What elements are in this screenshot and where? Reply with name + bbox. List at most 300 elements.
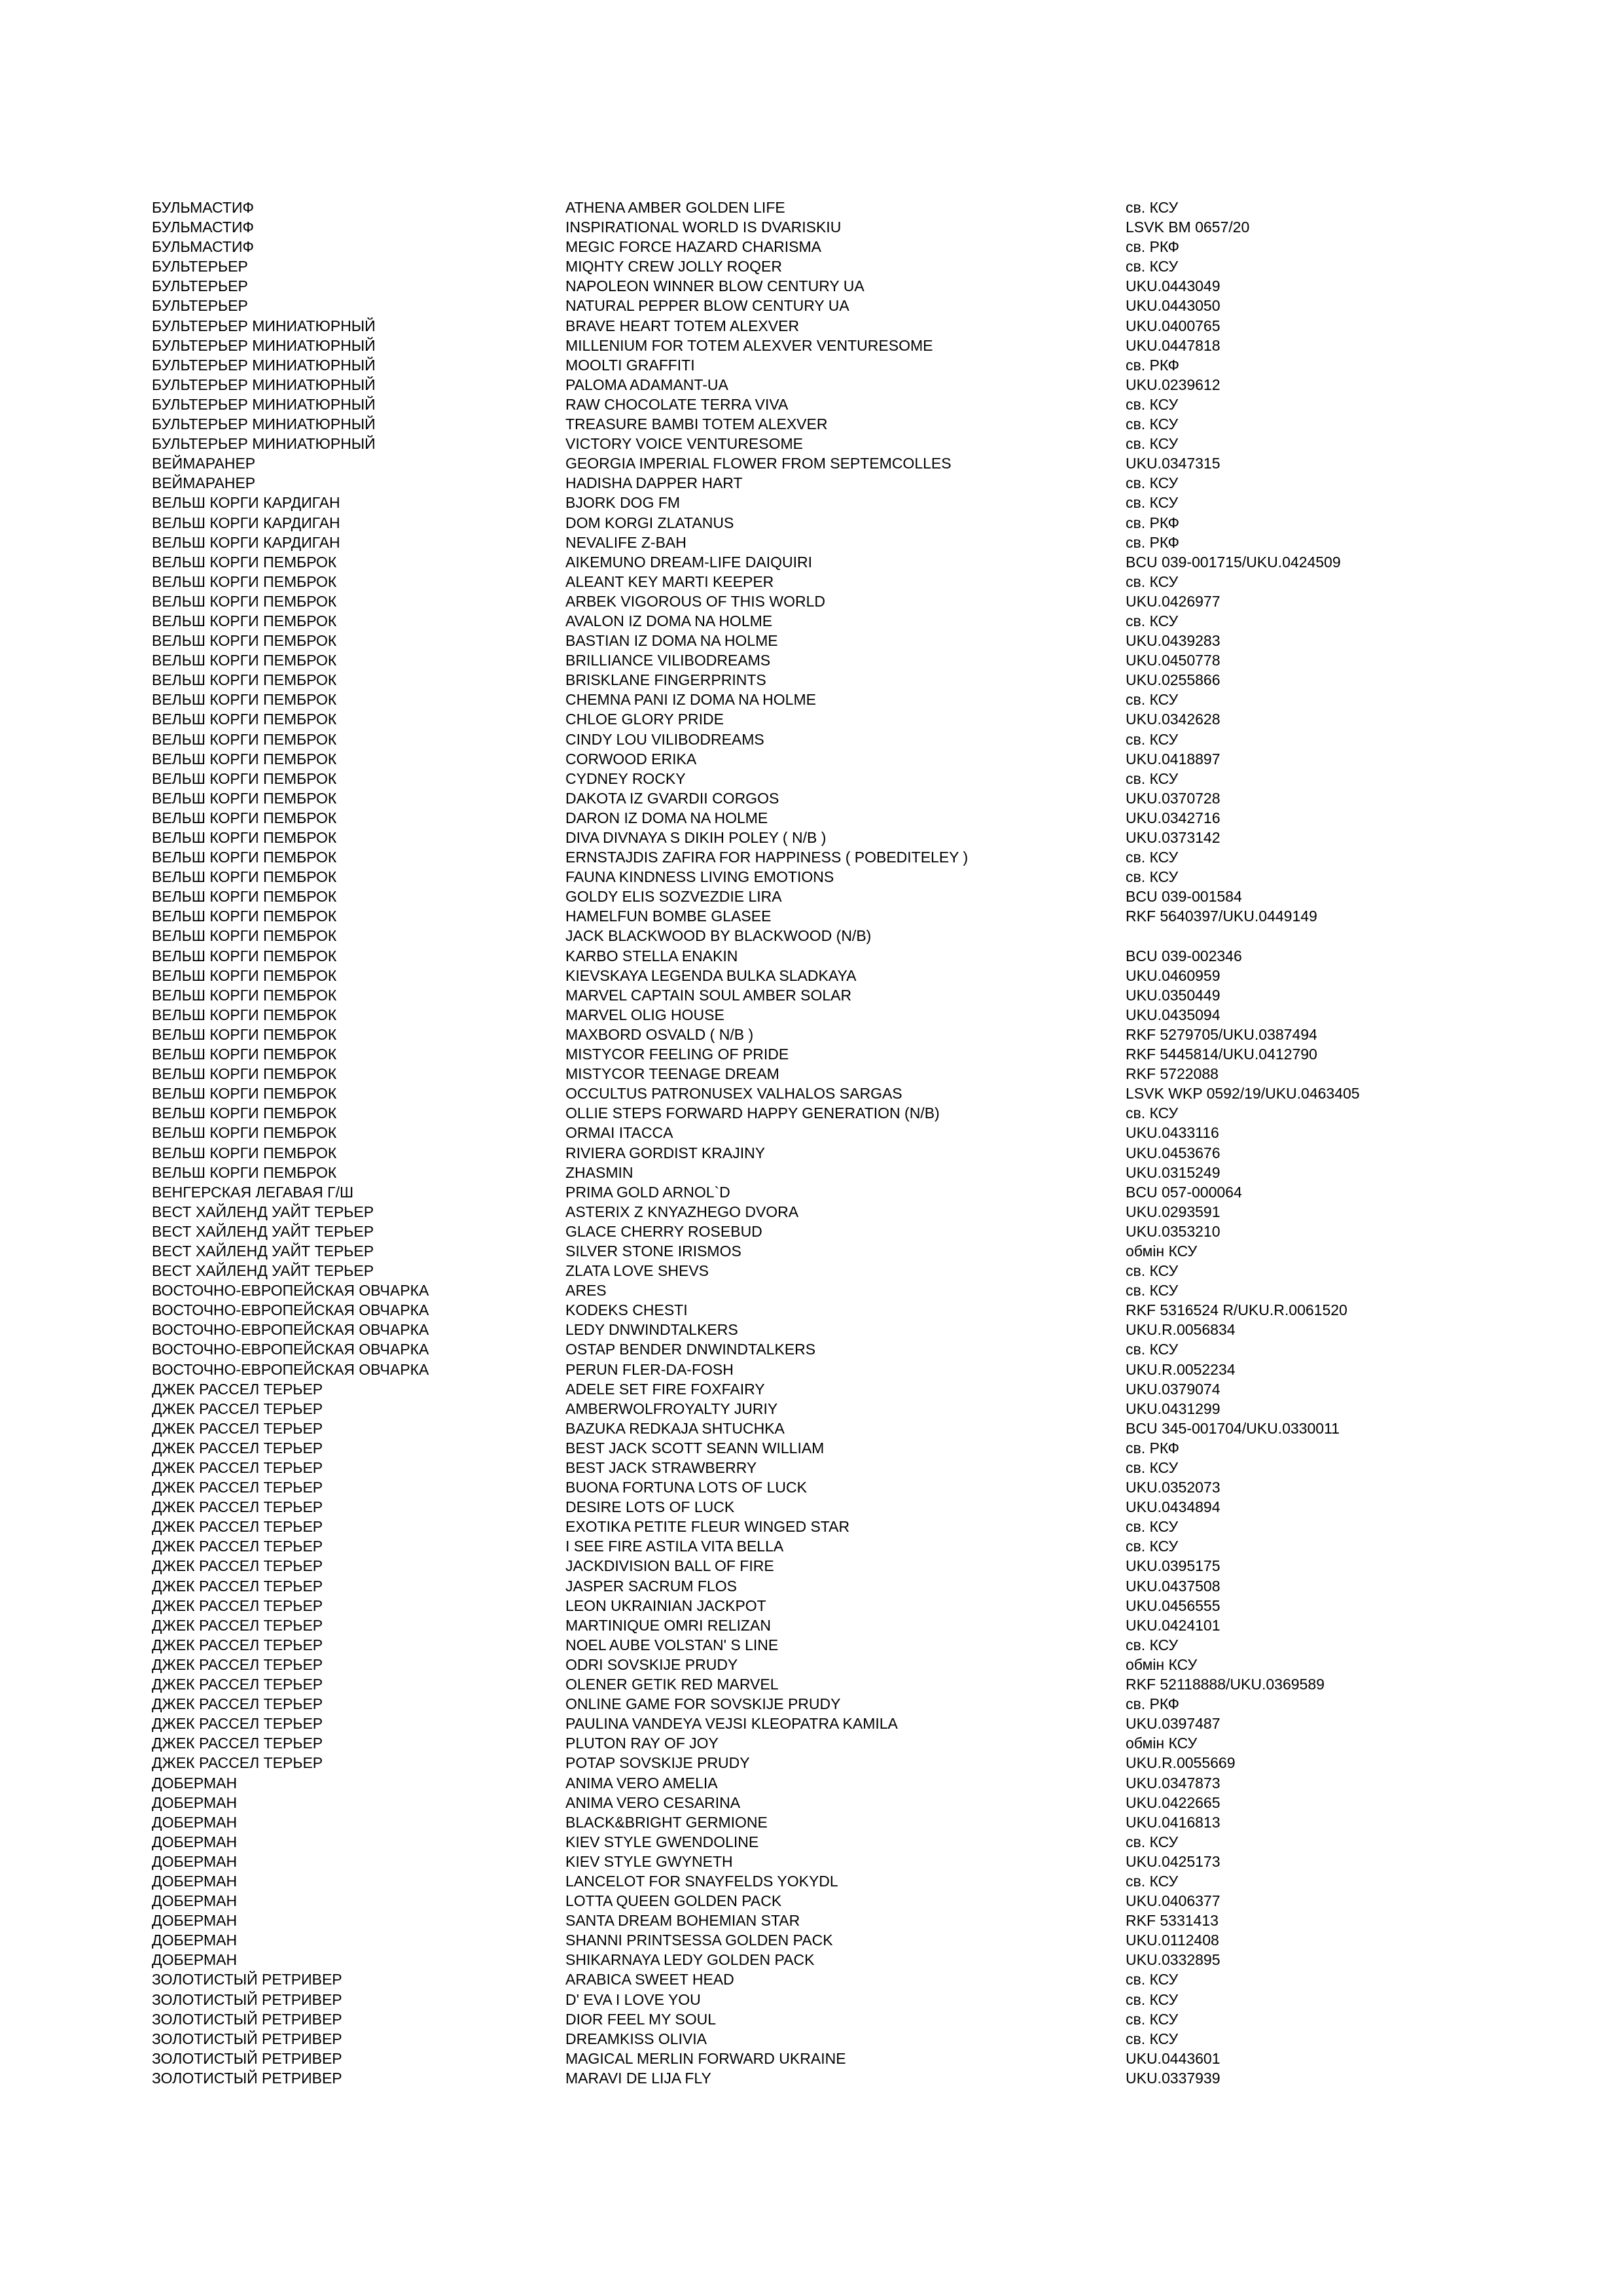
list-item	[152, 847, 1592, 867]
list-item	[152, 1300, 1592, 1320]
breed-cell: ВЕНГЕРСКАЯ ЛЕГАВАЯ Г/Ш	[152, 1183, 354, 1201]
breed-cell: ВЕЛЬШ КОРГИ ПЕМБРОК	[152, 986, 337, 1004]
dog-name-cell: ANIMA VERO CESARINA	[565, 1793, 741, 1811]
dog-name-cell: LEDY DNWINDTALKERS	[565, 1321, 738, 1339]
registration-cell: св. КСУ	[1126, 573, 1179, 590]
dog-name-cell: ODRI SOVSKIJE PRUDY	[565, 1655, 738, 1673]
list-item	[152, 730, 1592, 749]
dog-name-cell: AVALON IZ DOMA NA HOLME	[565, 612, 773, 629]
list-item	[152, 1871, 1592, 1891]
dog-name-cell: MAXBORD OSVALD ( N/B )	[565, 1025, 754, 1043]
breed-cell: ДОБЕРМАН	[152, 1813, 238, 1831]
dog-name-cell: ONLINE GAME FOR SOVSKIJE PRUDY	[565, 1695, 841, 1713]
dog-name-cell: PERUN FLER-DA-FOSH	[565, 1360, 734, 1378]
breed-cell: ДЖЕК РАССЕЛ ТЕРЬЕР	[152, 1616, 323, 1634]
list-item	[152, 375, 1592, 395]
list-item	[152, 926, 1592, 945]
dog-name-cell: BLACK&BRIGHT GERMIONE	[565, 1813, 768, 1831]
list-item	[152, 670, 1592, 690]
breed-cell: ВЕЛЬШ КОРГИ ПЕМБРОК	[152, 888, 337, 906]
dog-name-cell: DESIRE LOTS OF LUCK	[565, 1498, 735, 1516]
dog-name-cell: ALEANT KEY MARTI KEEPER	[565, 573, 774, 590]
list-item	[152, 2049, 1592, 2068]
dog-name-cell: SILVER STONE IRISMOS	[565, 1242, 741, 1260]
list-item	[152, 828, 1592, 847]
registration-cell: св. КСУ	[1126, 474, 1179, 492]
breed-cell: ВЕЛЬШ КОРГИ ПЕМБРОК	[152, 1085, 337, 1103]
list-item	[152, 1064, 1592, 1084]
dog-name-cell: BEST JACK SCOTT SEANN WILLIAM	[565, 1439, 825, 1457]
breed-cell: БУЛЬТЕРЬЕР МИНИАТЮРНЫЙ	[152, 415, 376, 433]
breed-cell: БУЛЬМАСТИФ	[152, 199, 255, 216]
registration-cell: св. КСУ	[1126, 612, 1179, 629]
breed-cell: ВЕЛЬШ КОРГИ ПЕМБРОК	[152, 849, 337, 866]
breed-cell: ВЕЛЬШ КОРГИ ПЕМБРОК	[152, 789, 337, 807]
list-item	[152, 513, 1592, 533]
breed-cell: ДЖЕК РАССЕЛ ТЕРЬЕР	[152, 1459, 323, 1476]
breed-cell: ДЖЕК РАССЕЛ ТЕРЬЕР	[152, 1557, 323, 1575]
breed-cell: ВЕЛЬШ КОРГИ ПЕМБРОК	[152, 1124, 337, 1142]
registration-cell: UKU.0426977	[1126, 592, 1221, 610]
breed-cell: ВЕЛЬШ КОРГИ ПЕМБРОК	[152, 652, 337, 669]
list-item	[152, 2029, 1592, 2049]
breed-cell: ВЕЛЬШ КОРГИ КАРДИГАН	[152, 514, 340, 531]
list-item	[152, 434, 1592, 453]
registration-cell: UKU.0353210	[1126, 1222, 1221, 1240]
list-item	[152, 1497, 1592, 1517]
registration-cell: св. КСУ	[1126, 849, 1179, 866]
breed-cell: ДЖЕК РАССЕЛ ТЕРЬЕР	[152, 1518, 323, 1536]
registration-cell: UKU.0416813	[1126, 1813, 1221, 1831]
registration-cell: BCU 039-002346	[1126, 947, 1242, 964]
dog-name-cell: ERNSTAJDIS ZAFIRA FOR HAPPINESS ( POBEDITELEY )	[565, 849, 969, 866]
registration-cell: UKU.0433116	[1126, 1124, 1219, 1142]
breed-cell: ДОБЕРМАН	[152, 1852, 238, 1870]
breed-cell: ВЕЛЬШ КОРГИ ПЕМБРОК	[152, 671, 337, 689]
list-item	[152, 355, 1592, 375]
registration-cell: св. КСУ	[1126, 1104, 1179, 1122]
list-item	[152, 1280, 1592, 1300]
list-item	[152, 1222, 1592, 1241]
breed-cell: ДОБЕРМАН	[152, 1892, 238, 1910]
dog-name-cell: OSTAP BENDER DNWINDTALKERS	[565, 1341, 816, 1358]
registration-cell: UKU.R.0055669	[1126, 1754, 1236, 1772]
dog-name-cell: JACK BLACKWOOD BY BLACKWOOD (N/B)	[565, 927, 872, 945]
breed-cell: БУЛЬТЕРЬЕР МИНИАТЮРНЫЙ	[152, 336, 376, 354]
dog-name-cell: KODEKS CHESTI	[565, 1301, 688, 1319]
registration-cell: св. КСУ	[1126, 258, 1179, 275]
list-item	[152, 808, 1592, 828]
registration-cell: UKU.0439283	[1126, 632, 1221, 650]
registration-cell: св. КСУ	[1126, 769, 1179, 787]
list-item	[152, 1360, 1592, 1379]
registration-cell: UKU.0453676	[1126, 1144, 1221, 1161]
list-item	[152, 887, 1592, 906]
list-item	[152, 1399, 1592, 1419]
registration-cell: св. КСУ	[1126, 1341, 1179, 1358]
breed-cell: ДЖЕК РАССЕЛ ТЕРЬЕР	[152, 1439, 323, 1457]
list-item	[152, 690, 1592, 709]
list-item	[152, 1852, 1592, 1871]
dog-name-cell: VICTORY VOICE VENTURESOME	[565, 435, 803, 453]
breed-cell: ВЕЛЬШ КОРГИ ПЕМБРОК	[152, 769, 337, 787]
breed-cell: ЗОЛОТИСТЫЙ РЕТРИВЕР	[152, 2030, 342, 2047]
breed-cell: ДЖЕК РАССЕЛ ТЕРЬЕР	[152, 1655, 323, 1673]
registration-cell: UKU.0447818	[1126, 336, 1221, 354]
registration-cell: св. РКФ	[1126, 356, 1179, 374]
breed-cell: ДЖЕК РАССЕЛ ТЕРЬЕР	[152, 1636, 323, 1653]
dog-name-cell: BRILLIANCE VILIBODREAMS	[565, 652, 771, 669]
list-item	[152, 966, 1592, 985]
dog-name-cell: BJORK DOG FM	[565, 494, 681, 512]
breed-cell: ДЖЕК РАССЕЛ ТЕРЬЕР	[152, 1538, 323, 1555]
breed-cell: ДОБЕРМАН	[152, 1912, 238, 1930]
registration-cell: UKU.0370728	[1126, 789, 1221, 807]
breed-cell: ЗОЛОТИСТЫЙ РЕТРИВЕР	[152, 2049, 342, 2067]
registration-cell: UKU.0342716	[1126, 809, 1221, 826]
list-item	[152, 1202, 1592, 1222]
registration-cell: UKU.0406377	[1126, 1892, 1221, 1910]
registration-cell: UKU.R.0052234	[1126, 1360, 1236, 1378]
dog-name-cell: BUONA FORTUNA LOTS OF LUCK	[565, 1479, 807, 1496]
dog-name-cell: PRIMA GOLD ARNOL`D	[565, 1183, 730, 1201]
dog-name-cell: CYDNEY ROCKY	[565, 769, 686, 787]
registration-cell: св. КСУ	[1126, 1636, 1179, 1653]
dog-name-cell: LOTTA QUEEN GOLDEN PACK	[565, 1892, 782, 1910]
list-item	[152, 1832, 1592, 1852]
list-item	[152, 1163, 1592, 1182]
list-item	[152, 1379, 1592, 1399]
registration-cell: св. РКФ	[1126, 514, 1179, 531]
list-item	[152, 395, 1592, 414]
registration-cell: UKU.0460959	[1126, 966, 1221, 984]
registration-cell: UKU.0456555	[1126, 1597, 1221, 1614]
breed-cell: БУЛЬМАСТИФ	[152, 238, 255, 256]
registration-cell: RKF 5279705/UKU.0387494	[1126, 1025, 1317, 1043]
registration-cell: RKF 5722088	[1126, 1065, 1219, 1083]
list-item	[152, 1419, 1592, 1438]
dog-name-cell: INSPIRATIONAL WORLD IS DVARISKIU	[565, 219, 842, 236]
registration-cell: св. РКФ	[1126, 1439, 1179, 1457]
list-item	[152, 867, 1592, 887]
list-item	[152, 1517, 1592, 1536]
dog-name-cell: MISTYCOR TEENAGE DREAM	[565, 1065, 779, 1083]
dog-name-cell: DREAMKISS OLIVIA	[565, 2030, 707, 2047]
dog-name-cell: ZHASMIN	[565, 1163, 633, 1181]
registration-cell: св. КСУ	[1126, 1262, 1179, 1280]
dog-name-cell: I SEE FIRE ASTILA VITA BELLA	[565, 1538, 784, 1555]
list-item	[152, 237, 1592, 256]
dog-name-cell: NATURAL PEPPER BLOW CENTURY UA	[565, 297, 849, 315]
list-item	[152, 1182, 1592, 1202]
breed-cell: ВОСТОЧНО-ЕВРОПЕЙСКАЯ ОВЧАРКА	[152, 1282, 429, 1299]
list-item	[152, 1694, 1592, 1714]
list-item	[152, 788, 1592, 808]
breed-cell: БУЛЬТЕРЬЕР	[152, 258, 248, 275]
registration-cell: RKF 5331413	[1126, 1912, 1219, 1930]
list-item	[152, 1990, 1592, 2009]
dog-name-cell: HAMELFUN BOMBE GLASEE	[565, 908, 772, 925]
list-item	[152, 1576, 1592, 1596]
dog-name-cell: ADELE SET FIRE FOXFAIRY	[565, 1380, 765, 1398]
dog-name-cell: JASPER SACRUM FLOS	[565, 1577, 737, 1595]
breed-cell: ВЕЛЬШ КОРГИ КАРДИГАН	[152, 533, 340, 551]
dog-name-cell: NAPOLEON WINNER BLOW CENTURY UA	[565, 277, 865, 295]
list-item	[152, 1891, 1592, 1911]
dog-name-cell: KIEV STYLE GWENDOLINE	[565, 1833, 759, 1850]
list-item	[152, 552, 1592, 572]
registration-cell: св. КСУ	[1126, 1538, 1179, 1555]
dog-name-cell: ARES	[565, 1282, 607, 1299]
dog-name-cell: OLENER GETIK RED MARVEL	[565, 1676, 779, 1693]
dog-name-cell: SHANNI PRINTSESSA GOLDEN PACK	[565, 1932, 833, 1949]
breed-cell: ВЕЛЬШ КОРГИ ПЕМБРОК	[152, 691, 337, 709]
dog-name-cell: BEST JACK STRAWBERRY	[565, 1459, 757, 1476]
dog-name-cell: SANTA DREAM BOHEMIAN STAR	[565, 1912, 800, 1930]
breed-cell: ВЕЛЬШ КОРГИ КАРДИГАН	[152, 494, 340, 512]
dog-name-cell: MARVEL OLIG HOUSE	[565, 1006, 724, 1023]
list-item	[152, 533, 1592, 552]
dog-name-cell: BASTIAN IZ DOMA NA HOLME	[565, 632, 778, 650]
list-item	[152, 1596, 1592, 1616]
registration-cell: св. КСУ	[1126, 1872, 1179, 1890]
list-item	[152, 709, 1592, 729]
breed-cell: ВЕЛЬШ КОРГИ ПЕМБРОК	[152, 711, 337, 728]
registration-cell: RKF 52118888/UKU.0369589	[1126, 1676, 1325, 1693]
breed-cell: ДОБЕРМАН	[152, 1793, 238, 1811]
breed-cell: ДЖЕК РАССЕЛ ТЕРЬЕР	[152, 1479, 323, 1496]
breed-cell: БУЛЬТЕРЬЕР	[152, 277, 248, 295]
list-item	[152, 1103, 1592, 1123]
registration-cell: UKU.0437508	[1126, 1577, 1221, 1595]
dog-name-cell: TREASURE BAMBI TOTEM ALEXVER	[565, 415, 828, 433]
breed-cell: ВЕСТ ХАЙЛЕНД УАЙТ ТЕРЬЕР	[152, 1222, 374, 1240]
breed-cell: ДЖЕК РАССЕЛ ТЕРЬЕР	[152, 1735, 323, 1752]
registration-cell: св. КСУ	[1126, 691, 1179, 709]
breed-cell: ДЖЕК РАССЕЛ ТЕРЬЕР	[152, 1676, 323, 1693]
breed-cell: БУЛЬТЕРЬЕР	[152, 297, 248, 315]
list-item	[152, 1616, 1592, 1635]
breed-cell: ВЕЛЬШ КОРГИ ПЕМБРОК	[152, 947, 337, 964]
breed-cell: ВЕЛЬШ КОРГИ ПЕМБРОК	[152, 829, 337, 846]
registration-cell: св. КСУ	[1126, 415, 1179, 433]
breed-cell: ВЕЛЬШ КОРГИ ПЕМБРОК	[152, 1104, 337, 1122]
list-item	[152, 1025, 1592, 1044]
breed-cell: БУЛЬТЕРЬЕР МИНИАТЮРНЫЙ	[152, 395, 376, 413]
dog-name-cell: GOLDY ELIS SOZVEZDIE LIRA	[565, 888, 782, 906]
breed-cell: ДОБЕРМАН	[152, 1774, 238, 1792]
list-item	[152, 1674, 1592, 1694]
breed-cell: ЗОЛОТИСТЫЙ РЕТРИВЕР	[152, 2010, 342, 2028]
registration-cell: св. КСУ	[1126, 2030, 1179, 2047]
registration-cell: UKU.0315249	[1126, 1163, 1221, 1181]
breed-cell: ВЕЛЬШ КОРГИ ПЕМБРОК	[152, 1065, 337, 1083]
list-item	[152, 906, 1592, 926]
dog-name-cell: PAULINA VANDEYA VEJSI KLEOPATRA KAMILA	[565, 1715, 898, 1733]
breed-cell: ДЖЕК РАССЕЛ ТЕРЬЕР	[152, 1380, 323, 1398]
registration-cell: UKU.0293591	[1126, 1203, 1221, 1220]
registration-cell: св. КСУ	[1126, 395, 1179, 413]
dog-name-cell: ARABICA SWEET HEAD	[565, 1971, 734, 1988]
registration-cell: LSVK WKP 0592/19/UKU.0463405	[1126, 1085, 1360, 1103]
breed-cell: ВЕЛЬШ КОРГИ ПЕМБРОК	[152, 1006, 337, 1023]
dog-name-cell: LEON UKRAINIAN JACKPOT	[565, 1597, 766, 1614]
registration-cell: св. РКФ	[1126, 1695, 1179, 1713]
dog-name-cell: CHEMNA PANI IZ DOMA NA HOLME	[565, 691, 816, 709]
dog-name-cell: CHLOE GLORY PRIDE	[565, 711, 724, 728]
list-item	[152, 572, 1592, 592]
registration-cell: UKU.0347315	[1126, 455, 1221, 472]
registration-cell: UKU.0352073	[1126, 1479, 1221, 1496]
dog-name-cell: ZLATA LOVE SHEVS	[565, 1262, 709, 1280]
breed-cell: ДЖЕК РАССЕЛ ТЕРЬЕР	[152, 1498, 323, 1516]
registration-cell: UKU.0443050	[1126, 297, 1221, 315]
registration-cell: св. КСУ	[1126, 2010, 1179, 2028]
list-item	[152, 198, 1592, 217]
registration-cell: UKU.0418897	[1126, 750, 1221, 768]
dog-name-cell: CORWOOD ERIKA	[565, 750, 697, 768]
breed-cell: ВЕЛЬШ КОРГИ ПЕМБРОК	[152, 592, 337, 610]
list-item	[152, 1143, 1592, 1163]
registration-cell: UKU.0379074	[1126, 1380, 1221, 1398]
dog-name-cell: PLUTON RAY OF JOY	[565, 1735, 719, 1752]
registration-cell: св. КСУ	[1126, 868, 1179, 886]
list-item	[152, 985, 1592, 1005]
registration-cell: UKU.0373142	[1126, 829, 1221, 846]
registration-cell: св. РКФ	[1126, 238, 1179, 256]
list-item	[152, 1044, 1592, 1064]
registration-cell: UKU.0443049	[1126, 277, 1221, 295]
dog-name-cell: JACKDIVISION BALL OF FIRE	[565, 1557, 774, 1575]
registration-cell: UKU.0443601	[1126, 2049, 1221, 2067]
list-item	[152, 493, 1592, 512]
dog-name-cell: AIKEMUNO DREAM-LIFE DAIQUIRI	[565, 553, 812, 571]
breed-cell: ДОБЕРМАН	[152, 1932, 238, 1949]
registration-cell: UKU.0424101	[1126, 1616, 1221, 1634]
breed-cell: ЗОЛОТИСТЫЙ РЕТРИВЕР	[152, 1990, 342, 2008]
list-item	[152, 1635, 1592, 1655]
breed-cell: ВЕСТ ХАЙЛЕНД УАЙТ ТЕРЬЕР	[152, 1203, 374, 1220]
breed-cell: ДЖЕК РАССЕЛ ТЕРЬЕР	[152, 1754, 323, 1772]
dog-name-cell: MOOLTI GRAFFITI	[565, 356, 695, 374]
registration-cell: BCU 039-001715/UKU.0424509	[1126, 553, 1341, 571]
breed-cell: БУЛЬТЕРЬЕР МИНИАТЮРНЫЙ	[152, 317, 376, 334]
registration-cell: обмін КСУ	[1126, 1655, 1198, 1673]
list-item	[152, 2009, 1592, 2029]
breed-cell: БУЛЬТЕРЬЕР МИНИАТЮРНЫЙ	[152, 376, 376, 393]
breed-cell: ДЖЕК РАССЕЛ ТЕРЬЕР	[152, 1695, 323, 1713]
dog-name-cell: NOEL AUBE VOLSTAN' S LINE	[565, 1636, 779, 1653]
dog-name-cell: MAGICAL MERLIN FORWARD UKRAINE	[565, 2049, 846, 2067]
list-item	[152, 1812, 1592, 1832]
dog-name-cell: AMBERWOLFROYALTY JURIY	[565, 1400, 778, 1417]
dog-name-cell: ASTERIX Z KNYAZHEGO DVORA	[565, 1203, 799, 1220]
list-item	[152, 1241, 1592, 1261]
dog-name-cell: BRAVE HEART TOTEM ALEXVER	[565, 317, 800, 334]
list-item	[152, 217, 1592, 237]
registration-cell: обмін КСУ	[1126, 1735, 1198, 1752]
dog-name-cell: ARBEK VIGOROUS OF THIS WORLD	[565, 592, 826, 610]
list-item	[152, 1536, 1592, 1556]
breed-cell: БУЛЬТЕРЬЕР МИНИАТЮРНЫЙ	[152, 435, 376, 453]
registration-cell: BCU 057-000064	[1126, 1183, 1242, 1201]
dog-name-cell: DIOR FEEL MY SOUL	[565, 2010, 717, 2028]
registration-cell: UKU.0347873	[1126, 1774, 1221, 1792]
dog-name-cell: RAW CHOCOLATE TERRA VIVA	[565, 395, 789, 413]
dog-name-cell: MISTYCOR FEELING OF PRIDE	[565, 1046, 789, 1063]
dog-name-cell: NEVALIFE Z-BAH	[565, 533, 687, 551]
breed-cell: ВЕЛЬШ КОРГИ ПЕМБРОК	[152, 809, 337, 826]
list-item	[152, 2068, 1592, 2088]
list-item	[152, 1320, 1592, 1339]
dog-name-cell: MIQHTY CREW JOLLY ROQER	[565, 258, 782, 275]
registration-cell: UKU.0400765	[1126, 317, 1221, 334]
dog-name-cell: MARAVI DE LIJA FLY	[565, 2069, 711, 2087]
list-item	[152, 631, 1592, 650]
breed-cell: ВЕЛЬШ КОРГИ ПЕМБРОК	[152, 750, 337, 768]
dog-name-cell: FAUNA KINDNESS LIVING EMOTIONS	[565, 868, 834, 886]
registration-cell: LSVK BM 0657/20	[1126, 219, 1250, 236]
breed-cell: ВЕЙМАРАНЕР	[152, 474, 256, 492]
registration-cell: обмін КСУ	[1126, 1242, 1198, 1260]
breed-cell: ВЕЙМАРАНЕР	[152, 455, 256, 472]
registration-cell: св. КСУ	[1126, 1459, 1179, 1476]
registration-cell: св. КСУ	[1126, 199, 1179, 216]
registration-cell: св. КСУ	[1126, 494, 1179, 512]
registration-cell: UKU.0332895	[1126, 1951, 1221, 1969]
breed-cell: ВЕЛЬШ КОРГИ ПЕМБРОК	[152, 553, 337, 571]
dog-name-cell: ORMAI ITACCA	[565, 1124, 673, 1142]
breed-cell: ЗОЛОТИСТЫЙ РЕТРИВЕР	[152, 2069, 342, 2087]
dog-name-cell: MILLENIUM FOR TOTEM ALEXVER VENTURESOME	[565, 336, 933, 354]
registration-cell: UKU.R.0056834	[1126, 1321, 1236, 1339]
registration-cell: BCU 039-001584	[1126, 888, 1242, 906]
registration-cell: UKU.0395175	[1126, 1557, 1221, 1575]
registration-cell: UKU.0255866	[1126, 671, 1221, 689]
breed-cell: БУЛЬТЕРЬЕР МИНИАТЮРНЫЙ	[152, 356, 376, 374]
registration-cell: UKU.0239612	[1126, 376, 1221, 393]
list-item	[152, 1477, 1592, 1497]
entry-list	[152, 198, 1592, 2088]
list-item	[152, 749, 1592, 769]
dog-name-cell: EXOTIKA PETITE FLEUR WINGED STAR	[565, 1518, 850, 1536]
breed-cell: ДЖЕК РАССЕЛ ТЕРЬЕР	[152, 1715, 323, 1733]
list-item	[152, 473, 1592, 493]
dog-name-cell: CINDY LOU VILIBODREAMS	[565, 730, 764, 748]
list-item	[152, 296, 1592, 315]
breed-cell: ВЕЛЬШ КОРГИ ПЕМБРОК	[152, 908, 337, 925]
dog-name-cell: MEGIC FORCE HAZARD CHARISMA	[565, 238, 822, 256]
dog-name-cell: HADISHA DAPPER HART	[565, 474, 743, 492]
list-item	[152, 1123, 1592, 1142]
list-item	[152, 1005, 1592, 1025]
list-item	[152, 1911, 1592, 1930]
dog-name-cell: PALOMA ADAMANT-UA	[565, 376, 728, 393]
list-item	[152, 946, 1592, 966]
registration-cell: св. КСУ	[1126, 1833, 1179, 1850]
registration-cell: св. РКФ	[1126, 533, 1179, 551]
registration-cell: UKU.0337939	[1126, 2069, 1221, 2087]
list-item	[152, 414, 1592, 434]
list-item	[152, 1339, 1592, 1359]
breed-cell: ВЕСТ ХАЙЛЕНД УАЙТ ТЕРЬЕР	[152, 1262, 374, 1280]
registration-cell: UKU.0350449	[1126, 986, 1221, 1004]
dog-name-cell: KIEVSKAYA LEGENDA BULKA SLADKAYA	[565, 966, 857, 984]
registration-cell: св. КСУ	[1126, 1990, 1179, 2008]
dog-name-cell: SHIKARNAYA LEDY GOLDEN PACK	[565, 1951, 815, 1969]
dog-name-cell: RIVIERA GORDIST KRAJINY	[565, 1144, 766, 1161]
list-item	[152, 1556, 1592, 1576]
